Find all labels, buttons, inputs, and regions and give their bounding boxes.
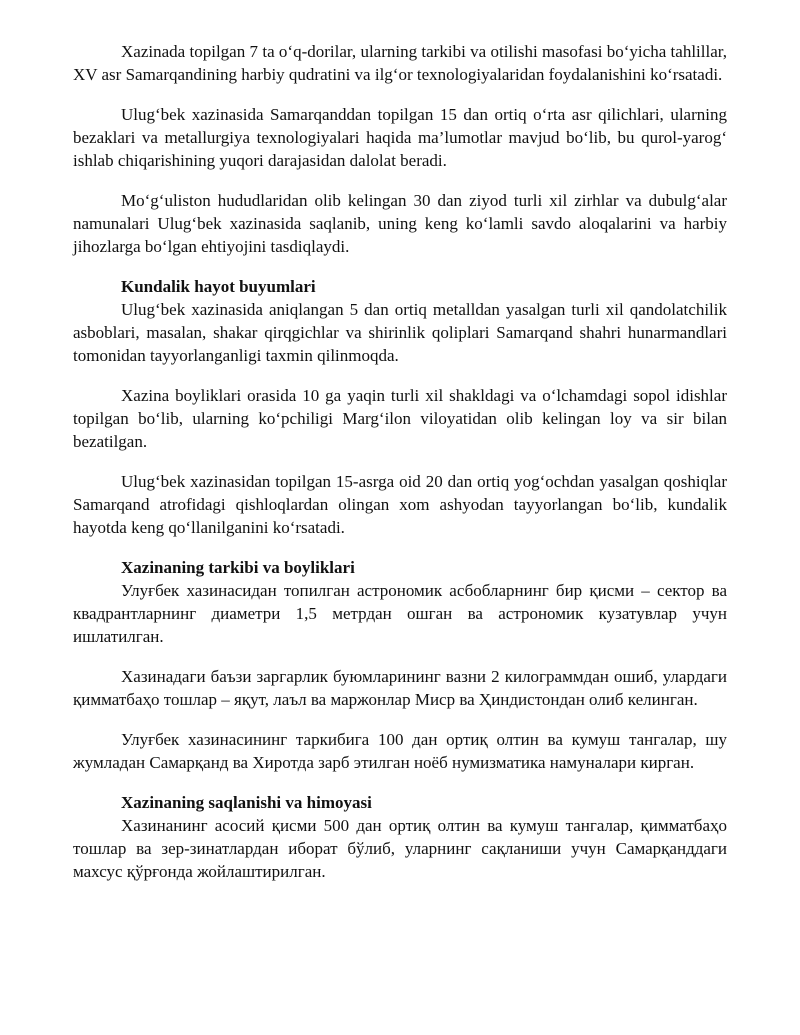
paragraph: Ulug‘bek xazinasida Samarqanddan topilgan 15 dan ortiq o‘rta asr qilichlari, ularning bezaklari va metallurgiya texnologiyalari haqida ma’lumotlar mavjud bo‘lib, bu qurol-yarog‘ ishlab chiqarishining yuqori darajasidan dalolat beradi. (73, 105, 727, 170)
paragraph: Xazinada topilgan 7 ta o‘q-dorilar, ularning tarkibi va otilishi masofasi bo‘yicha tahlillar, XV asr Samarqandining harbiy qudratini va ilg‘or texnologiyalaridan foydalanishini ko‘rsatadi. (73, 42, 727, 84)
section-heading: Xazinaning saqlanishi va himoyasi (121, 793, 372, 812)
section-heading: Xazinaning tarkibi va boyliklari (121, 558, 355, 577)
paragraph: Хазинанинг асосий қисми 500 дан ортиқ олтин ва кумуш тангалар, қимматбаҳо тошлар ва зер-зинатлардан иборат бўлиб, уларнинг сақланиши учун Самарқанддаги махсус қўрғонда жойлаштирилган. (73, 816, 727, 881)
paragraph: Улуғбек хазинасининг таркибига 100 дан ортиқ олтин ва кумуш тангалар, шу жумладан Самарқанд ва Хиротда зарб этилган ноёб нумизматика намуналари кирган. (73, 730, 727, 772)
paragraph: Улуғбек хазинасидан топилган астрономик асбобларнинг бир қисми – сектор ва квадрантларнинг диаметри 1,5 метрдан ошган ва астрономик кузатувлар учун ишлатилган. (73, 581, 727, 646)
paragraph: Mo‘g‘uliston hududlaridan olib kelingan 30 dan ziyod turli xil zirhlar va dubulg‘alar namunalari Ulug‘bek xazinasida saqlanib, uning keng ko‘lamli savdo aloqalarini va harbiy jihozlarga bo‘lgan ehtiyojini tasdiqlaydi. (73, 191, 727, 256)
paragraph: Ulug‘bek xazinasidan topilgan 15-asrga oid 20 dan ortiq yog‘ochdan yasalgan qoshiqlar Samarqand atrofidagi qishloqlardan olingan xom ashyodan tayyorlangan bo‘lib, kundalik hayotda keng qo‘llanilganini ko‘rsatadi. (73, 472, 727, 537)
paragraph: Хазинадаги баъзи заргарлик буюмларининг вазни 2 килограммдан ошиб, улардаги қимматбаҳо тошлар – яқут, лаъл ва маржонлар Миср ва Ҳиндистондан олиб келинган. (73, 667, 727, 709)
paragraph: Ulug‘bek xazinasida aniqlangan 5 dan ortiq metalldan yasalgan turli xil qandolatchilik asboblari, masalan, shakar qirqgichlar va shirinlik qoliplari Samarqand shahri hunarmandlari tomonidan tayyorlanganligi taxmin qilinmoqda. (73, 300, 727, 365)
document-page (73, 40, 727, 900)
section-heading: Kundalik hayot buyumlari (121, 277, 316, 296)
paragraph: Xazina boyliklari orasida 10 ga yaqin turli xil shakldagi va o‘lchamdagi sopol idishlar topilgan bo‘lib, ularning ko‘pchiligi Marg‘ilon viloyatidan olib kelingan loy va sir bilan bezatilgan. (73, 386, 727, 451)
